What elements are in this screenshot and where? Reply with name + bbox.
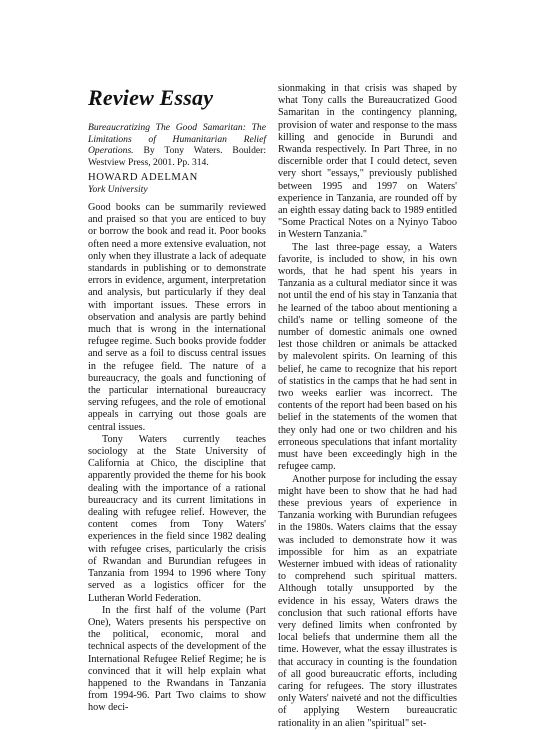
right-column <box>278 83 457 730</box>
paragraph: Another purpose for including the essay might have been to show that he had had these previous years of experience in Tanzania working with Burundian refugees in the 1980s. Waters claims that the essay was included to demonstrate how it was impossible for him as an expatriate Westerner imbued with ideas of rationality to comprehend such spiritual matters. Although totally unsupported by the evidence in his essay, Waters draws the conclusion that such rational efforts have very defined limits when confronted by local beliefs that undermine them all the time. However, what the essay illustrates is that accuracy in counting is the foundation of all good bureaucratic efforts, including caring for refugees. The story illustrates only Waters' naiveté and not the difficulties of applying Western bureaucratic rationality in an alien "spiritual" set- <box>278 473 457 729</box>
paragraph: The last three-page essay, a Waters favorite, is included to show, in his own words, that he had spent his years in Tanzania as a cultural mediator since it was not until the end of his stay in Tanzania that he learned of the taboo about mentioning a child's name or telling someone of the number of domestic animals one owned lest those children or animals be attacked by malevolent spirits. On learning of this belief, he came to recognize that his report of statistics in the camps that he had sent in two weeks earlier was incorrect. The contents of the report had been based on his belief in the statements of the women that they only had one or two children and his erroneous speculations that infant mortality must have been exceedingly high in the refugee camp. <box>278 241 457 473</box>
section-title: Review Essay <box>88 85 214 110</box>
paragraph: In the first half of the volume (Part One), Waters presents his perspective on the political, economic, moral and technical aspects of the development of the International Refugee Relief Regime; he is convinced that it will help explain what happened to the Rwandans in Tanzania from 1994-96. Part Two claims to show how deci- <box>88 604 266 714</box>
left-column <box>88 202 266 715</box>
paragraph: Tony Waters currently teaches sociology at the State University of California at Chico, the discipline that apparently provided the theme for his book dealing with the importance of a rational bureaucracy and its current limitations in dealing with refugee relief. However, the content comes from Tony Waters' experiences in the field since 1982 dealing with refugee crises, particularly the crisis of Rwandan and Burundian refugees in Tanzania from 1994 to 1996 where Tony served as a logistics officer for the Lutheran World Federation. <box>88 433 266 604</box>
book-title: Bureaucratizing The Good Samaritan: The Limitations of Humanitarian Relief Operations. <box>88 122 266 157</box>
book-publication: By Tony Waters. Boulder: Westview Press, 2001. Pp. 314. <box>88 145 266 168</box>
book-citation <box>88 122 266 168</box>
paragraph: Good books can be summarily reviewed and praised so that you are enticed to buy or borrow the book and read it. Poor books often need a more extensive evaluation, not only when they illustrate a lack of adequate standards in publishing or to demonstrate errors in evidence, argument, interpretation and analysis, but particularly if they deal with important issues. These errors in observation and analysis are partly behind much that is wrong in the international refugee regime. Such books provide fodder and serve as a foil to discuss central issues in the refugee field. The nature of a bureaucracy, the goals and functioning of the particular international bureaucracy serving refugees, and the role of emotional appeals in carrying out those goals are central issues. <box>88 202 266 433</box>
author-name: HOWARD ADELMAN <box>88 172 198 183</box>
paragraph: sionmaking in that crisis was shaped by what Tony calls the Bureaucratized Good Samaritan in the contingency planning, provision of water and response to the mass killing and genocide in Burundi and Rwanda respectively. In Part Three, in no discernible order that I could detect, seven very short "essays," previously published between 1995 and 1997 on Waters' experience in Tanzania, are rounded off by an eighth essay dating back to 1989 entitled "Some Practical Notes on a Nyinyo Taboo in Western Tanzania." <box>278 83 457 241</box>
author-affiliation: York University <box>88 184 148 195</box>
author-block <box>88 172 266 195</box>
